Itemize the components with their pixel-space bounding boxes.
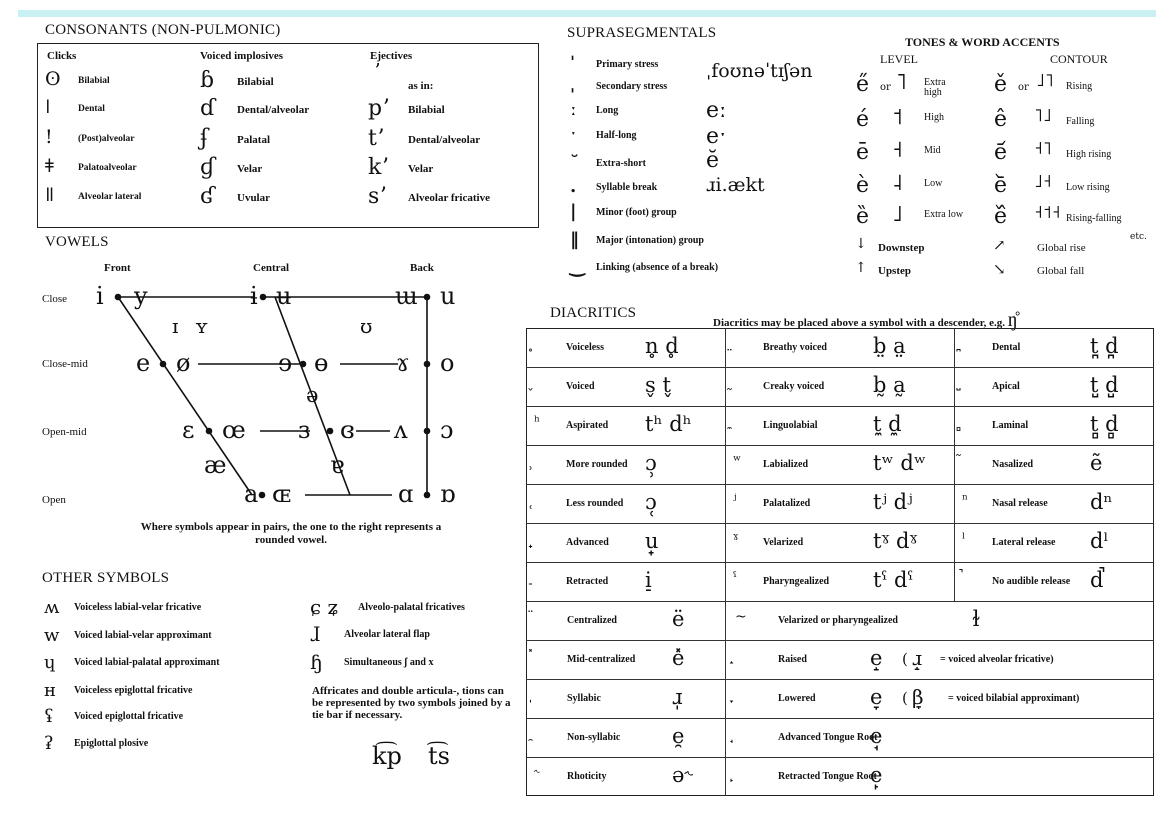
diacritic-example: n̥ d̥ xyxy=(645,334,679,358)
diacritics-row-divider xyxy=(526,562,1154,563)
vowels-col-back: Back xyxy=(410,262,434,274)
other-title: OTHER SYMBOLS xyxy=(42,570,170,586)
vowels-row-open: Open xyxy=(42,494,66,506)
implosive-symbol: ɠ xyxy=(200,155,216,180)
supra-example-3: eˑ xyxy=(706,124,727,149)
diacritic-example: tˠ dˠ xyxy=(873,529,918,553)
supra-label: Linking (absence of a break) xyxy=(596,262,719,273)
vowel-small-oe: ɶ xyxy=(272,480,291,508)
diacritic-example: dⁿ xyxy=(1090,490,1113,514)
diacritic-paren-symbol: β̞ xyxy=(912,685,924,709)
diacritic-example: i̠ xyxy=(645,568,652,592)
tone-contour-symbol: ě xyxy=(994,72,1008,97)
diacritic-label: Voiced xyxy=(566,381,595,392)
supra-example-5: ɹi.ækt xyxy=(706,174,765,196)
diacritic-example: b̰ a̰ xyxy=(873,373,906,397)
other-right-symbol: ɺ xyxy=(310,622,321,646)
diacritic-example: ɹ̩ xyxy=(672,685,683,709)
diacritics-note-example: ŋ̊ xyxy=(1007,309,1018,331)
supra-label: Minor (foot) group xyxy=(596,207,677,218)
diacritic-example: e̞ xyxy=(870,685,883,709)
downstep-label: Downstep xyxy=(878,242,925,254)
diacritic-paren-symbol: ɹ̝ xyxy=(912,646,923,670)
tone-level-label: Low xyxy=(924,178,943,189)
contour-header: CONTOUR xyxy=(1050,52,1108,66)
supra-mark: ˌ xyxy=(570,75,576,96)
vowel-rev-epsilon: ɜ xyxy=(298,416,311,444)
click-symbol: ʘ xyxy=(45,68,61,90)
supra-mark: ‿ xyxy=(570,256,585,277)
diacritics-row-divider xyxy=(526,406,1154,407)
diacritic-example: ẽ xyxy=(1090,451,1103,475)
other-right-symbol: ɕ ʑ xyxy=(310,595,339,619)
diacritic-label: Centralized xyxy=(567,615,617,626)
diacritic-example: ɫ xyxy=(972,607,980,631)
tone-or-contour: or xyxy=(1018,82,1029,93)
diacritic-label: Nasal release xyxy=(992,498,1048,509)
diacritic-example: e̽ xyxy=(672,646,685,670)
tone-contour-symbol: e᷄ xyxy=(994,140,1008,165)
vowel-oe: œ xyxy=(222,416,246,444)
vowels-title: VOWELS xyxy=(45,234,109,250)
vowel-closed-rev-epsilon: ɞ xyxy=(340,416,355,444)
diacritic-mark: ⁿ xyxy=(962,492,969,508)
diacritic-label: Apical xyxy=(992,381,1020,392)
diacritic-example: ə˞ xyxy=(672,763,694,787)
diacritics-col-divider xyxy=(725,601,726,796)
other-label: Voiced epiglottal fricative xyxy=(74,711,184,722)
ejective-symbol: sʼ xyxy=(368,184,387,209)
diacritic-example: e̯ xyxy=(672,724,685,748)
vowel-u: u xyxy=(440,282,456,310)
tone-level-bar: ˦ xyxy=(892,105,903,130)
supra-mark: . xyxy=(570,176,577,197)
vowel-open-o: ɔ xyxy=(440,416,454,444)
diacritics-row-divider xyxy=(526,523,1154,524)
vowel-rams-horn: ɤ xyxy=(396,349,410,377)
diacritics-title: DIACRITICS xyxy=(550,305,637,321)
tone-contour-symbol: e᷈ xyxy=(994,204,1008,229)
diacritic-example: e̘ xyxy=(870,724,883,748)
vowel-o-slash: ø xyxy=(176,349,191,377)
supra-title: SUPRASEGMENTALS xyxy=(567,25,717,41)
diacritics-row-divider xyxy=(526,679,1154,680)
implosive-symbol: ɗ xyxy=(200,96,216,121)
vowels-col-central: Central xyxy=(253,262,290,274)
supra-label: Extra-short xyxy=(596,158,646,169)
diacritic-example: ë xyxy=(672,607,685,631)
implosive-symbol: ʄ xyxy=(200,126,209,151)
supra-mark: ˈ xyxy=(570,53,576,74)
ejective-symbol: tʼ xyxy=(368,126,384,151)
click-label: Alveolar lateral xyxy=(78,192,142,202)
other-right-label: Alveolar lateral flap xyxy=(344,629,430,640)
tone-level-label: Extra high xyxy=(924,77,946,98)
tone-contour-symbol: e᷅ xyxy=(994,173,1008,198)
click-label: Bilabial xyxy=(78,76,110,86)
tones-etc: etc. xyxy=(1130,232,1147,242)
tone-level-symbol: é xyxy=(856,107,870,132)
diacritic-label: Voiceless xyxy=(566,342,604,353)
vowel-schwa: ə xyxy=(306,383,319,407)
supra-label: Syllable break xyxy=(596,182,658,193)
diacritics-note-text: Diacritics may be placed above a symbol with a descender, e.g. xyxy=(713,317,1005,329)
diacritic-paren-text: = voiced bilabial approximant) xyxy=(948,693,1080,704)
click-label: (Post)alveolar xyxy=(78,134,135,144)
diacritic-example: b̤ a̤ xyxy=(873,334,906,358)
tone-contour-label: Rising xyxy=(1066,81,1093,92)
ejective-symbol: pʼ xyxy=(368,96,390,121)
diacritic-label: No audible release xyxy=(992,576,1071,587)
diacritic-example: ɔ̜ xyxy=(645,490,657,514)
diacritic-label: More rounded xyxy=(566,459,628,470)
diacritic-label: Dental xyxy=(992,342,1021,353)
vowel-o: o xyxy=(440,349,455,377)
diacritic-label: Velarized or pharyngealized xyxy=(778,615,898,626)
diacritics-row-divider xyxy=(526,757,1154,758)
diacritics-col-divider xyxy=(954,328,955,601)
diacritic-example: ɔ̹ xyxy=(645,451,657,475)
diacritics-row-divider xyxy=(526,718,1154,719)
diacritic-mark: ˞ xyxy=(534,765,540,781)
click-symbol: ! xyxy=(45,126,53,148)
tone-contour-bar: ˩˥ xyxy=(1036,70,1054,91)
supra-mark: ‖ xyxy=(570,229,579,250)
diacritic-label: Retracted Tongue Root xyxy=(778,771,877,782)
tone-level-symbol: è xyxy=(856,173,870,198)
level-header: LEVEL xyxy=(880,52,918,66)
tone-level-label: Mid xyxy=(924,145,941,156)
diacritic-label: Raised xyxy=(778,654,807,665)
ejective-label: Alveolar fricative xyxy=(408,192,490,204)
diacritic-example: dˡ xyxy=(1090,529,1109,553)
supra-label: Primary stress xyxy=(596,59,659,70)
vowel-trapezoid xyxy=(0,0,560,540)
diacritic-label: Nasalized xyxy=(992,459,1034,470)
supra-label: Half-long xyxy=(596,130,637,141)
diacritic-label: Pharyngealized xyxy=(763,576,830,587)
diacritic-label: Palatalized xyxy=(763,498,811,509)
diacritic-example: tˤ dˤ xyxy=(873,568,914,592)
tie-bar-ts: t͡s xyxy=(428,742,450,770)
click-symbol: ǀ xyxy=(45,96,51,118)
tone-level-symbol: e̋ xyxy=(856,72,870,97)
vowel-epsilon: ɛ xyxy=(182,416,195,444)
supra-example-4: ĕ xyxy=(706,148,720,173)
diacritic-label: Breathy voiced xyxy=(763,342,827,353)
upstep-label: Upstep xyxy=(878,265,912,277)
global-fall-label: Global fall xyxy=(1037,265,1085,277)
vowel-upsilon: ʊ xyxy=(360,314,373,338)
diacritic-label: Linguolabial xyxy=(763,420,818,431)
diacritics-row-divider xyxy=(526,367,1154,368)
diacritic-label: Syllabic xyxy=(567,693,601,704)
other-symbol: w xyxy=(44,625,60,646)
tone-level-symbol: ȅ xyxy=(856,204,870,229)
global-fall-icon: ↘ xyxy=(993,260,1006,278)
diacritic-mark: ˡ xyxy=(962,531,966,547)
diacritic-label: Creaky voiced xyxy=(763,381,825,392)
diacritic-paren-text: = voiced alveolar fricative) xyxy=(940,654,1054,665)
diacritic-example: t̪ d̪ xyxy=(1090,334,1119,358)
diacritic-example: t̻ d̻ xyxy=(1090,412,1119,436)
ejective-label: Bilabial xyxy=(408,104,445,116)
vowels-col-front: Front xyxy=(104,262,131,274)
diacritics-row-divider xyxy=(526,601,1154,602)
diacritic-paren-open: ( xyxy=(902,650,908,668)
other-right-label: Simultaneous ʃ and x xyxy=(344,657,434,668)
diacritic-example: tʰ dʰ xyxy=(645,412,692,436)
tones-title: TONES & WORD ACCENTS xyxy=(905,35,1060,49)
other-symbol: ʡ xyxy=(44,733,54,754)
diacritics-col-divider xyxy=(725,328,726,601)
diacritic-label: Labialized xyxy=(763,459,809,470)
tie-bar-kp: k͡p xyxy=(372,742,402,770)
diacritic-label: Advanced Tongue Root xyxy=(778,732,878,743)
vowel-small-i: ɪ xyxy=(172,314,179,338)
ejectives-header: Ejectives xyxy=(370,50,413,62)
supra-label: Secondary stress xyxy=(596,81,668,92)
implosive-label: Uvular xyxy=(237,192,270,204)
vowel-turned-v: ʌ xyxy=(394,416,408,444)
ejective-symbol: kʼ xyxy=(368,155,389,180)
other-label: Voiceless labial-velar fricative xyxy=(74,602,202,613)
tone-contour-label: Rising-falling xyxy=(1066,213,1122,224)
other-label: Epiglottal plosive xyxy=(74,738,149,749)
vowels-row-close-mid: Close-mid xyxy=(42,358,88,370)
tone-contour-bar: ˧˦˧ xyxy=(1034,202,1061,223)
tone-contour-bar: ˥˩ xyxy=(1034,105,1052,126)
vowel-barred-u: ʉ xyxy=(276,282,292,310)
supra-example-2: eː xyxy=(706,98,727,123)
supra-label: Long xyxy=(596,105,619,116)
diacritics-row-divider xyxy=(526,484,1154,485)
supra-mark: ˑ xyxy=(570,124,577,145)
tone-contour-label: Falling xyxy=(1066,116,1095,127)
other-label: Voiceless epiglottal fricative xyxy=(74,685,193,696)
diacritic-label: Mid-centralized xyxy=(567,654,636,665)
diacritic-example: s̬ t̬ xyxy=(645,373,671,397)
diacritic-label: Aspirated xyxy=(566,420,609,431)
diacritic-label: Non-syllabic xyxy=(567,732,621,743)
tone-level-symbol: ē xyxy=(856,140,870,165)
click-symbol: ǁ xyxy=(45,184,55,206)
other-right-label: Alveolo-palatal fricatives xyxy=(358,602,465,613)
vowel-small-y: ʏ xyxy=(195,314,209,338)
diacritics-row-divider xyxy=(526,445,1154,446)
implosive-symbol: ʛ xyxy=(200,184,215,209)
vowel-barred-o: ɵ xyxy=(314,349,329,377)
vowel-i: i xyxy=(96,282,104,310)
downstep-icon: ↓ xyxy=(855,236,867,252)
diacritic-label: Retracted xyxy=(566,576,609,587)
vowel-chart-lines xyxy=(118,297,427,495)
diacritic-mark: ˤ xyxy=(733,570,737,586)
vowel-e: e xyxy=(136,349,151,377)
diacritic-mark: ʰ xyxy=(534,414,541,430)
vowel-alpha: ɑ xyxy=(398,480,414,508)
diacritic-example: e̙ xyxy=(870,763,883,787)
diacritic-mark: ʲ xyxy=(733,492,737,508)
other-symbol: ɥ xyxy=(44,652,56,673)
diacritic-example: t̺ d̺ xyxy=(1090,373,1119,397)
vowel-y: y xyxy=(134,282,148,310)
vowel-a: a xyxy=(244,480,259,508)
diacritic-mark: ʷ xyxy=(733,453,742,469)
supra-example-1: ˌfoʊnəˈtɪʃən xyxy=(706,60,813,82)
global-rise-icon: ↗ xyxy=(993,236,1006,254)
tone-level-bar: ˩ xyxy=(892,202,903,227)
vowel-dots xyxy=(115,294,431,499)
diacritic-mark: ~ xyxy=(735,609,747,625)
vowel-turned-a: ɐ xyxy=(330,451,345,479)
global-rise-label: Global rise xyxy=(1037,242,1086,254)
implosive-label: Velar xyxy=(237,163,263,175)
diacritic-label: Laminal xyxy=(992,420,1029,431)
diacritic-paren-open: ( xyxy=(902,689,908,707)
ejective-label: Dental/alveolar xyxy=(408,134,481,146)
tone-level-label: Extra low xyxy=(924,209,964,220)
upstep-icon: ↑ xyxy=(855,260,867,276)
diacritic-example: d̚ xyxy=(1090,568,1104,592)
vowel-turned-alpha: ɒ xyxy=(440,480,456,508)
tone-contour-bar: ˩˧ xyxy=(1034,171,1052,192)
click-label: Palatoalveolar xyxy=(78,163,137,173)
diacritic-label: Advanced xyxy=(566,537,609,548)
vowel-barred-i: ɨ xyxy=(250,282,258,310)
diacritic-label: Rhoticity xyxy=(567,771,607,782)
click-label: Dental xyxy=(78,104,105,114)
supra-mark: ː xyxy=(570,99,577,120)
other-symbol: ʢ xyxy=(44,706,54,727)
diacritic-example: u̟ xyxy=(645,529,659,553)
diacritic-label: Lateral release xyxy=(992,537,1056,548)
diacritics-row-divider xyxy=(526,640,1154,641)
consonants-title: CONSONANTS (NON-PULMONIC) xyxy=(45,22,281,38)
vowel-turned-m: ɯ xyxy=(395,282,418,310)
tone-level-bar: ˥ xyxy=(896,70,907,95)
tone-or-level: or xyxy=(880,82,891,93)
implosive-symbol: ɓ xyxy=(200,68,215,93)
vowel-reversed-e: ɘ xyxy=(278,349,293,377)
vowels-note: Where symbols appear in pairs, the one to the right represents a rounded vowel. xyxy=(140,521,442,546)
tone-contour-label: High rising xyxy=(1066,149,1112,160)
implosive-label: Bilabial xyxy=(237,76,274,88)
tone-contour-label: Low rising xyxy=(1066,182,1110,193)
other-symbol: ʜ xyxy=(44,680,56,701)
implosive-label: Palatal xyxy=(237,134,270,146)
implosive-label: Dental/alveolar xyxy=(237,104,310,116)
tone-level-label: High xyxy=(924,112,944,123)
diacritic-example: t̼ d̼ xyxy=(873,412,902,436)
diacritic-example: tʷ dʷ xyxy=(873,451,927,475)
ejective-label: Velar xyxy=(408,163,434,175)
vowels-row-close: Close xyxy=(42,293,68,305)
diacritic-label: Velarized xyxy=(763,537,804,548)
diacritic-mark: ˠ xyxy=(733,531,739,547)
supra-mark: ˘ xyxy=(570,152,579,173)
ejective-mark: ʼ xyxy=(374,60,381,82)
implosives-header: Voiced implosives xyxy=(200,50,284,62)
diacritic-label: Lowered xyxy=(778,693,816,704)
tone-level-bar: ˧ xyxy=(892,138,903,163)
supra-mark: | xyxy=(570,201,577,222)
tone-level-bar: ˨ xyxy=(892,171,903,196)
other-symbol: ʍ xyxy=(44,597,60,618)
other-label: Voiced labial-velar approximant xyxy=(74,630,212,641)
vowel-ash: æ xyxy=(204,451,227,479)
other-label: Voiced labial-palatal approximant xyxy=(74,657,220,668)
diacritic-label: Less rounded xyxy=(566,498,624,509)
vowels-row-open-mid: Open-mid xyxy=(42,426,87,438)
affricate-note: Affricates and double articula-, tions can be represented by two symbols joined by a tie bar if necessary. xyxy=(312,685,511,721)
ejective-as-in: as in: xyxy=(408,80,434,92)
click-symbol: ǂ xyxy=(45,155,54,177)
diacritic-example: tʲ dʲ xyxy=(873,490,913,514)
supra-label: Major (intonation) group xyxy=(596,235,704,246)
tone-contour-bar: ˧˥ xyxy=(1034,138,1052,159)
diacritic-example: e̝ xyxy=(870,646,883,670)
other-right-symbol: ɧ xyxy=(310,650,323,674)
clicks-header: Clicks xyxy=(47,50,77,62)
tone-contour-symbol: ê xyxy=(994,107,1008,132)
